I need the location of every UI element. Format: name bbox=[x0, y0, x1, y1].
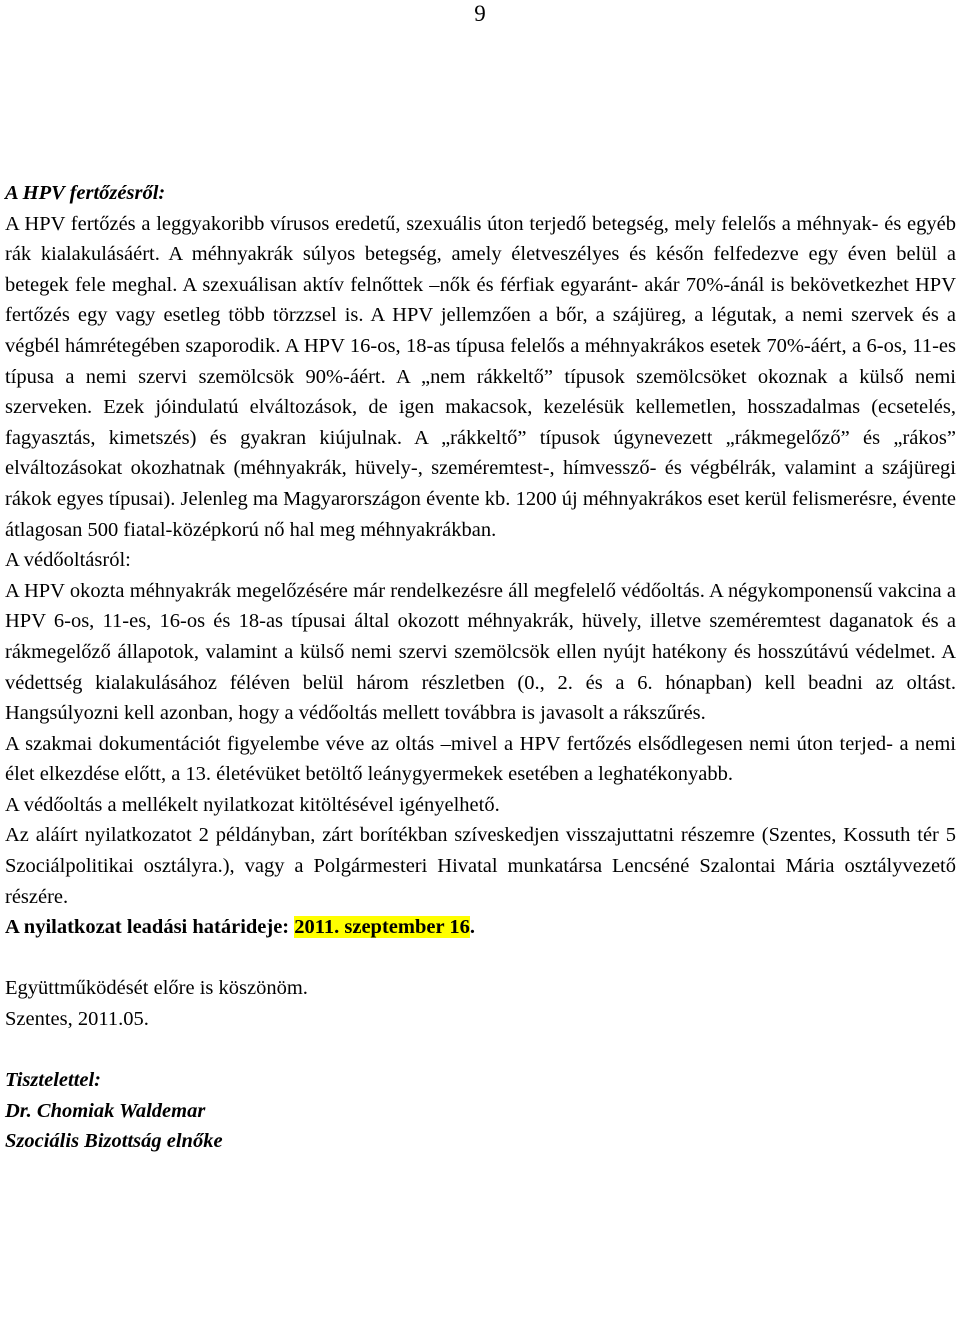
closing: Tisztelettel: bbox=[5, 1069, 102, 1092]
vaccine-paragraph: A HPV okozta méhnyakrák megelőzésére már rendelkezésre áll megfelelő védőoltás. A négykomponensű vakcina a HPV 6-os, 11-es, 16-os és 18-as típusai által okozott méhnyakrák, hüvely, illetve szeméremtest daganatok és a rákmegelőző állapotok, valamint a külső nemi szervi szemölcsök ellen nyújt hatékony és hosszútávú védelmet. A védettség kialakulásához féléven belül három részletben (0., 2. és a 6. hónapban) kell beadni az oltást. Hangsúlyozni kell azonban, hogy a védőoltás mellett továbbra is javasolt a rákszűrés. bbox=[5, 579, 956, 725]
request-paragraph: A védőoltás a mellékelt nyilatkozat kitöltésével igényelhető. bbox=[5, 793, 500, 816]
deadline-line bbox=[5, 912, 956, 943]
deadline-date: 2011. szeptember 16 bbox=[294, 916, 470, 939]
return-paragraph: Az aláírt nyilatkozatot 2 példányban, zárt borítékban szíveskedjen visszajuttatni részemre (Szentes, Kossuth tér 5 Szociálpolitikai osztályra.), vagy a Polgármesteri Hivatal munkatársa Lencséné Szalontai Mária osztályvezető részére. bbox=[5, 824, 956, 908]
thanks-line: Együttműködését előre is köszönöm. bbox=[5, 977, 308, 1000]
deadline-end: . bbox=[469, 916, 475, 939]
deadline-label: A nyilatkozat leadási határideje: bbox=[5, 916, 295, 939]
signer-name: Dr. Chomiak Waldemar bbox=[5, 1099, 206, 1122]
hpv-heading: A HPV fertőzésről: bbox=[5, 182, 166, 204]
vaccine-heading: A védőoltásról: bbox=[5, 549, 131, 572]
place-date: Szentes, 2011.05. bbox=[5, 1008, 149, 1031]
hpv-paragraph: A HPV fertőzés a leggyakoribb vírusos eredetű, szexuális úton terjedő betegség, mely felelős a méhnyak- és egyéb rák kialakulásáért. A méhnyakrák súlyos betegség, amely életveszélyes és későn felfedezve egy éven belül a betegek fele meghal. A szexuálisan aktív felnőttek –nők és férfiak egyaránt- akár 70%-ánál is bekövetkezhet HPV fertőzés egy vagy esetleg több törzzsel is. A HPV jellemzően a bőr, a szájüreg, a légutak, a nemi szervek és a végbél hámrétegében szaporodik. A HPV 16-os, 18-as típusa felelős a méhnyakrákos esetek 70%-áért, a 6-os, 11-es típusa a nemi szervi szemölcsök 90%-áért. A „nem rákkeltő” típusok szemölcsöket okoznak a külső nemi szerveken. Ezek jóindulatú elváltozások, de igen makacsok, kezelésük kellemetlen, hosszadalmas (ecsetelés, fagyasztás, kimetszés) és gyakran kiújulnak. A „rákkeltő” típusok úgynevezett „rákmegelőző” és „rákos” elváltozásokat okozhatnak (méhnyakrák, hüvely-, szeméremtest-, hímvessző- és végbélrák, valamint a szájüregi rákok egyes típusai). Jelenleg ma Magyarországon évente kb. 1200 új méhnyakrákos eset kerül felismerésre, évente átlagosan 500 fiatal-középkorú nő hal meg méhnyakrákban. bbox=[5, 212, 956, 541]
signer-title: Szociális Bizottság elnőke bbox=[5, 1130, 223, 1153]
documentation-paragraph: A szakmai dokumentációt figyelembe véve az oltás –mivel a HPV fertőzés elsődlegesen nemi úton terjed- a nemi élet elkezdése előtt, a 13. életévüket betöltő leánygyermekek esetében a leghatékonyabb. bbox=[5, 732, 956, 786]
spacer bbox=[5, 1035, 956, 1066]
spacer bbox=[5, 943, 956, 974]
page-number: 9 bbox=[474, 1, 486, 26]
letter-body bbox=[5, 178, 956, 1157]
